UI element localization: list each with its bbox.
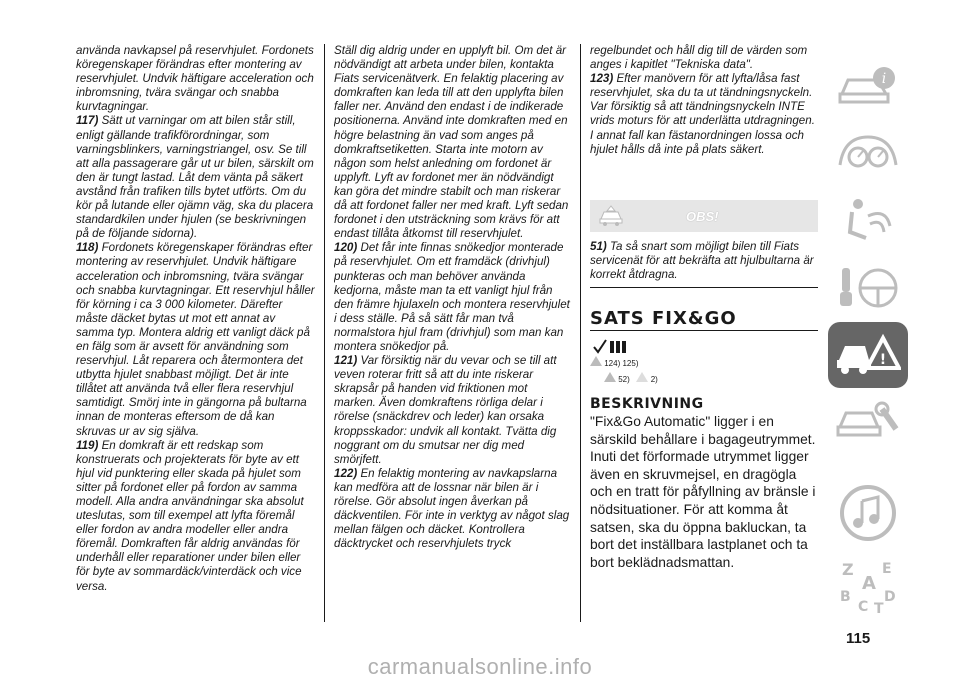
description-text: "Fix&Go Automatic" ligger i en särskild behållare i bagageutrymmet. Inuti det förformade utrymmet ligger även en skruvmejsel, en dragögla och en tratt för påfyllning av bränsle i nödsituationer. För att komma åt satsen, ska du öppna bakluckan, ta bort det inställbara lastplanet och ta bort beklädnadsmattan.	[590, 414, 816, 570]
note-120-number: 120)	[334, 241, 358, 255]
tab-car-info[interactable]	[828, 54, 908, 120]
tab-safety[interactable]	[828, 188, 908, 254]
music-nav-icon	[836, 481, 900, 545]
info-icon	[636, 372, 648, 382]
svg-text:i: i	[881, 71, 887, 87]
obs-title: OBS!	[686, 208, 719, 224]
tab-maintenance[interactable]	[828, 389, 908, 455]
note-121-number: 121)	[334, 354, 358, 368]
alphabet-index-icon	[836, 557, 900, 615]
tab-dashboard[interactable]	[828, 121, 908, 187]
tab-emergency[interactable]	[828, 322, 908, 388]
note-51-number: 51)	[590, 240, 607, 253]
svg-text:B: B	[840, 589, 851, 605]
refs-124-125: 124) 125)	[604, 359, 639, 368]
note-118-number: 118)	[76, 241, 99, 255]
note-118-text: Fordonets köregenskaper förändras efter montering av reservhjulet. Undvik häftigare acceleration och inbromsning, tvära svängar och snabba kurvtagningar. Ett reservhjul håller för körning i ca 3 000 kilometer. Därefter måste däcket bytas ut mot ett annat av samma typ. Montera aldrig ett vanligt däck på en fälg som är avsett för användning som reservhjul. Låt reparera och återmontera det utbytta hjulet snabbast möjligt. Det är inte tillåtet att använda två eller flera reservhjul samtidigt. Smörj inte in gängorna på bultarna innan de monteras eftersom de då kan skruvas ur av sig själva.	[76, 241, 315, 438]
note-121-text: Var försiktig när du vevar och se till att veven roterar fritt så att du inte riskerar skrapsår på handen vid friktionen mot marken. Även domkraftens rörliga delar i rörelse (snäckdrev och leder) kan orsaka kroppsskador: undvik all kontakt. Tvätta dig noggrant om du smutsar ner dig med smörjfett.	[334, 354, 557, 466]
section-title: SATS FIX&GO	[590, 308, 737, 329]
svg-text:Z: Z	[842, 560, 854, 579]
note-120-text: Det får inte finnas snökedjor monterade på reservhjulet. Om ett framdäck (drivhjul) punkteras och man behöver använda kedjorna, måste man ta ett vanligt hjul från den främre hjulaxeln och montera reservhjulet i dess ställe. På så sätt får man två normalstora hjul fram (drivhjul) som man kan montera snökedjor på.	[334, 241, 570, 353]
warning-refs-1	[590, 356, 638, 368]
car-warning-triangle-icon	[835, 332, 901, 378]
note-123-text: Efter manövern för att lyfta/låsa fast reservhjulet, ska du ta ut tändningsnyckeln. Var försiktig så att tändningsnyckeln INTE vrids moturs för att underlätta utdragningen. I annat fall kan fästanordningen lossa och hjulet hålls då inte på plats säkert.	[590, 72, 815, 156]
text-column-2	[334, 44, 572, 622]
svg-text:A: A	[862, 573, 876, 594]
column-divider-2	[580, 44, 581, 622]
note-117-text: Sätt ut varningar om att bilen står still, enligt gällande trafikförordningar, som varningsblinkers, varningstriangel, osv. Se till att alla passagerare går ut ur bilen, särskilt om den är tungt lastad. Låt dem vänta på säkert avstånd från trafiken tills bytet utförts. Om du kör på lutande eller ojämn väg, ska du placera standardkilen under hjulen (se beskrivningen på de följande sidorna).	[76, 114, 314, 241]
warning-icon	[604, 372, 616, 382]
svg-text:C: C	[858, 599, 869, 615]
note-119-text: En domkraft är ett redskap som konstruerats och projekterats för byte av ett hjul vid punktering eller skada på hjulet som sitter på fordonet eller på fordon av samma modell. Alla andra användningar ska absolut uteslutas, som till exempel att lyfta föremål eller fordon av andra modeller eller andra föremål. Domkraften får aldrig användas för underhåll eller reparationer under bilen eller för byte av sommardäck/vinterdäck och vice versa.	[76, 438, 304, 593]
svg-text:E: E	[882, 561, 892, 577]
text-column-3	[590, 44, 818, 194]
fix-go-symbol	[592, 338, 628, 358]
warning-refs-2	[604, 372, 658, 384]
subsection-title: BESKRIVNING	[590, 396, 704, 412]
note-123-number: 123)	[590, 72, 614, 86]
note-117-number: 117)	[76, 114, 99, 128]
seat-airbag-icon	[838, 196, 898, 246]
tab-index[interactable]	[828, 553, 908, 619]
svg-text:T: T	[874, 601, 884, 615]
column-divider-1	[324, 44, 325, 622]
car-wrench-icon	[836, 399, 900, 445]
note-122-number: 122)	[334, 466, 358, 480]
note-119-number: 119)	[76, 438, 99, 452]
col3-intro: regelbundet och håll dig till de värden som anges i kapitlet "Tekniska data".	[590, 44, 808, 72]
car-info-icon	[838, 64, 898, 110]
ref-2: 2)	[650, 375, 658, 384]
svg-text:D: D	[884, 589, 896, 605]
warning-icon	[590, 356, 602, 366]
svg-text:!: !	[879, 352, 887, 368]
tab-multimedia[interactable]	[828, 480, 908, 546]
obs-divider	[590, 287, 818, 288]
section-divider	[590, 330, 818, 331]
car-note-icon	[598, 205, 624, 232]
obs-text	[590, 240, 818, 282]
ref-52: 52)	[618, 375, 630, 384]
watermark: carmanualsonline.info	[367, 654, 593, 679]
page-number: 115	[846, 630, 871, 647]
obs-banner	[590, 200, 818, 232]
note-122-text: En felaktig montering av navkapslarna kan medföra att de lossnar när bilen är i rörelse. Gör absolut ingen åverkan på däckventilen. För inte in verktyg av något slag mellan fälgen och däcket. Kontrollera däcktrycket och reservhjulets tryck	[334, 466, 570, 551]
text-column-1	[76, 44, 316, 622]
key-steering-icon	[836, 264, 900, 312]
tab-starting[interactable]	[828, 255, 908, 321]
col2-intro: Ställ dig aldrig under en upplyft bil. Om det är nödvändigt att arbeta under bilen, kontakta Fiats servicenätverk. En felaktig placering av domkraften kan leda till att den upplyfta bilen faller ner. Använd den endast i de indikerade positionerna. Använd inte domkraften med en högre belastning än vad som anges på domkraftsetiketten. Starta inte motorn av någon som helst anledning om fordonet är upplyft. Lyft av fordonet mer än nödvändigt kan göra det mindre stabilt och man riskerar då att fordonet faller ner med kraft. Lyft sedan fordonet i den utsträckning som krävs för att endast tillåta åtkomst till reservhjulet.	[334, 44, 569, 241]
dashboard-gauge-icon	[836, 131, 900, 177]
col1-intro: använda navkapsel på reservhjulet. Fordonets köregenskaper förändras efter montering av reservhjulet. Undvik häftigare acceleration och inbromsning, tvära svängar och snabba kurvtagningar.	[76, 44, 314, 114]
note-51-text: Ta så snart som möjligt bilen till Fiats servicenät för att bekräfta att hjulbultarna är korrekt åtdragna.	[590, 240, 814, 282]
